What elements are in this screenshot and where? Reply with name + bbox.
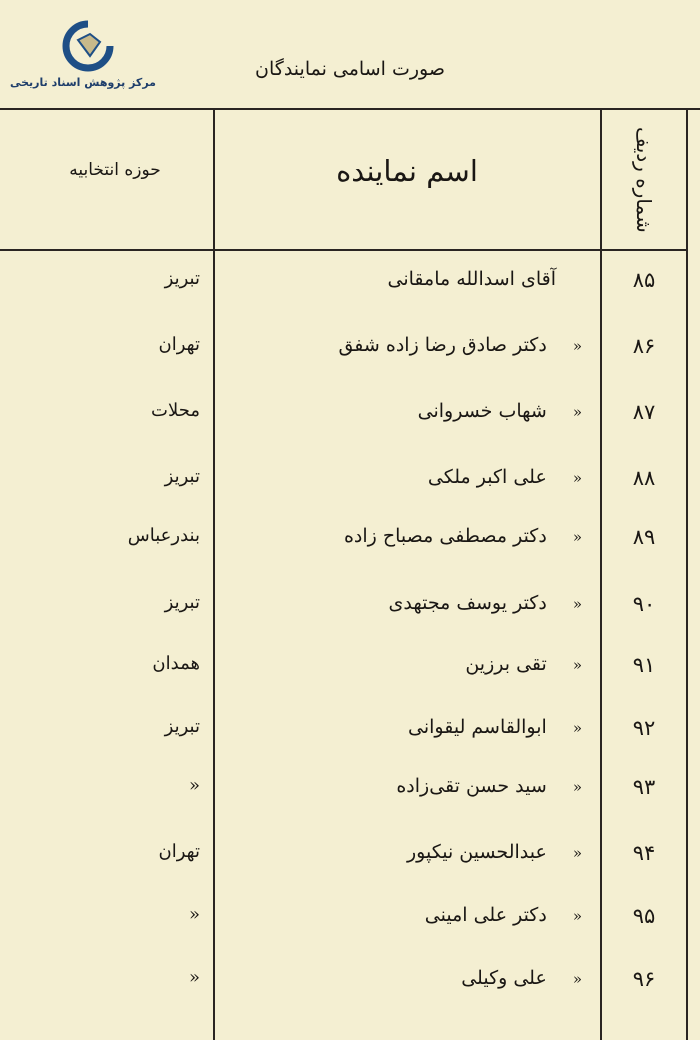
name-text: دکتر صادق رضا زاده شفق — [338, 334, 547, 356]
name-text: آقای اسدالله مامقانی — [387, 268, 556, 290]
ditto-mark: « — [572, 778, 582, 796]
row-number: ۸۶ — [632, 334, 656, 358]
page-title: صورت اسامی نمایندگان — [255, 58, 445, 80]
electoral-district: تهران — [158, 841, 200, 862]
electoral-district: « — [188, 904, 200, 925]
column-divider — [686, 110, 688, 1040]
electoral-district: تبریز — [164, 466, 200, 487]
archive-logo-icon — [60, 20, 116, 72]
representative-name — [230, 653, 582, 675]
ditto-mark: « — [572, 528, 582, 546]
row-number: ۹۰ — [632, 592, 656, 616]
ditto-mark: « — [572, 970, 582, 988]
name-text: عبدالحسین نیکپور — [407, 841, 547, 863]
row-number: ۹۵ — [632, 904, 656, 928]
column-header-number: شماره ردیف — [632, 127, 656, 233]
representative-name — [230, 775, 582, 797]
table-row — [0, 268, 700, 308]
electoral-district: محلات — [151, 400, 200, 421]
table-row — [0, 841, 700, 881]
name-text: سید حسن تقی‌زاده — [396, 775, 547, 797]
electoral-district: بندرعباس — [127, 525, 200, 546]
name-text: علی اکبر ملکی — [427, 466, 547, 488]
row-number: ۹۱ — [632, 653, 656, 677]
electoral-district: تهران — [158, 334, 200, 355]
table-row — [0, 592, 700, 632]
archive-logo — [9, 20, 156, 90]
representative-name — [230, 400, 582, 422]
table-row — [0, 967, 700, 1007]
table-row — [0, 716, 700, 756]
row-number: ۸۹ — [632, 525, 656, 549]
representatives-table — [0, 108, 700, 1040]
table-row — [0, 904, 700, 944]
electoral-district: « — [188, 775, 200, 796]
representative-name — [230, 466, 582, 488]
ditto-mark: « — [572, 719, 582, 737]
representative-name — [230, 904, 582, 926]
ditto-mark: « — [572, 337, 582, 355]
name-text: ابوالقاسم لیقوانی — [408, 716, 547, 738]
column-header-name: اسم نماینده — [336, 154, 478, 188]
name-text: علی وکیلی — [461, 967, 547, 989]
name-text: تقی برزین — [465, 653, 547, 675]
representative-name — [230, 716, 582, 738]
ditto-mark: « — [572, 656, 582, 674]
table-row — [0, 400, 700, 440]
representative-name — [230, 841, 582, 863]
ditto-mark: « — [572, 595, 582, 613]
electoral-district: همدان — [152, 653, 200, 674]
ditto-mark: « — [572, 844, 582, 862]
table-row — [0, 525, 700, 565]
row-number: ۹۴ — [632, 841, 656, 865]
representative-name — [230, 592, 582, 614]
representative-name — [230, 334, 582, 356]
name-text: دکتر یوسف مجتهدی — [388, 592, 547, 614]
row-number: ۹۳ — [632, 775, 656, 799]
logo-text: مرکز پژوهش اسناد تاریخی — [9, 76, 156, 89]
row-number: ۸۸ — [632, 466, 656, 490]
table-row — [0, 775, 700, 815]
electoral-district: « — [188, 967, 200, 988]
row-number: ۸۵ — [632, 268, 656, 292]
row-number: ۸۷ — [632, 400, 656, 424]
ditto-mark: « — [572, 469, 582, 487]
column-header-district: حوزه انتخابیه — [69, 160, 161, 180]
row-number: ۹۲ — [632, 716, 656, 740]
table-row — [0, 334, 700, 374]
ditto-mark: « — [572, 403, 582, 421]
name-text: شهاب خسروانی — [417, 400, 547, 422]
electoral-district: تبریز — [164, 268, 200, 289]
name-text: دکتر علی امینی — [424, 904, 547, 926]
electoral-district: تبریز — [164, 716, 200, 737]
representative-name — [230, 525, 582, 547]
row-number: ۹۶ — [632, 967, 656, 991]
representative-name — [230, 268, 582, 290]
electoral-district: تبریز — [164, 592, 200, 613]
ditto-mark: « — [572, 907, 582, 925]
name-text: دکتر مصطفی مصباح زاده — [343, 525, 547, 547]
representative-name — [230, 967, 582, 989]
table-row — [0, 466, 700, 506]
table-row — [0, 653, 700, 693]
header-divider — [0, 249, 686, 251]
